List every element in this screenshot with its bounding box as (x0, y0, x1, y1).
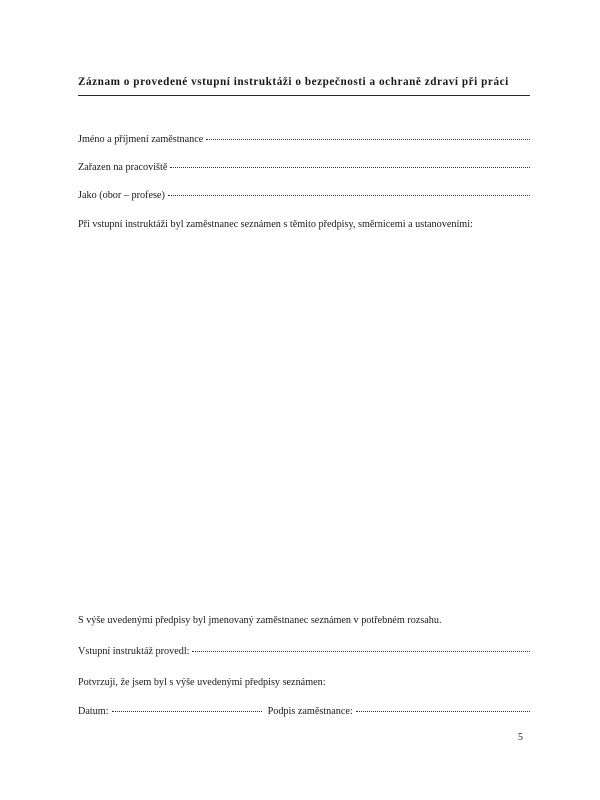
profession-field[interactable] (78, 190, 530, 201)
confirmation-paragraph: S výše uvedenými předpisy byl jmenovaný zaměstnanec seznámen v potřebném rozsahu. (78, 615, 442, 626)
instructor-label: Vstupní instruktáž provedl: (78, 646, 190, 657)
employee-name-dotted-line[interactable] (206, 138, 530, 140)
acknowledgement-paragraph: Potvrzuji, že jsem byl s výše uvedenými předpisy seznámen: (78, 677, 326, 688)
profession-label: Jako (obor – profese) (78, 190, 165, 201)
instructor-dotted-line[interactable] (192, 650, 530, 652)
intro-paragraph: Při vstupní instruktáži byl zaměstnanec seznámen s těmito předpisy, směrnicemi a ustanoveními: (78, 219, 473, 230)
signature-label: Podpis zaměstnance: (267, 706, 353, 717)
workplace-dotted-line[interactable] (170, 166, 530, 168)
signature-dotted-line[interactable] (356, 710, 530, 712)
workplace-label: Zařazen na pracoviště (78, 162, 168, 173)
profession-dotted-line[interactable] (168, 194, 530, 196)
instructor-field[interactable] (78, 646, 530, 657)
date-label: Datum: (78, 706, 109, 717)
date-signature-row[interactable] (78, 706, 530, 717)
document-title: Záznam o provedené vstupní instruktáži o bezpečnosti a ochraně zdraví při práci (78, 76, 509, 88)
title-underline (78, 95, 530, 96)
employee-name-label: Jméno a příjmení zaměstnance (78, 134, 204, 145)
workplace-field[interactable] (78, 162, 530, 173)
employee-name-field[interactable] (78, 134, 530, 145)
date-dotted-line[interactable] (112, 710, 262, 712)
page-number: 5 (518, 732, 523, 743)
